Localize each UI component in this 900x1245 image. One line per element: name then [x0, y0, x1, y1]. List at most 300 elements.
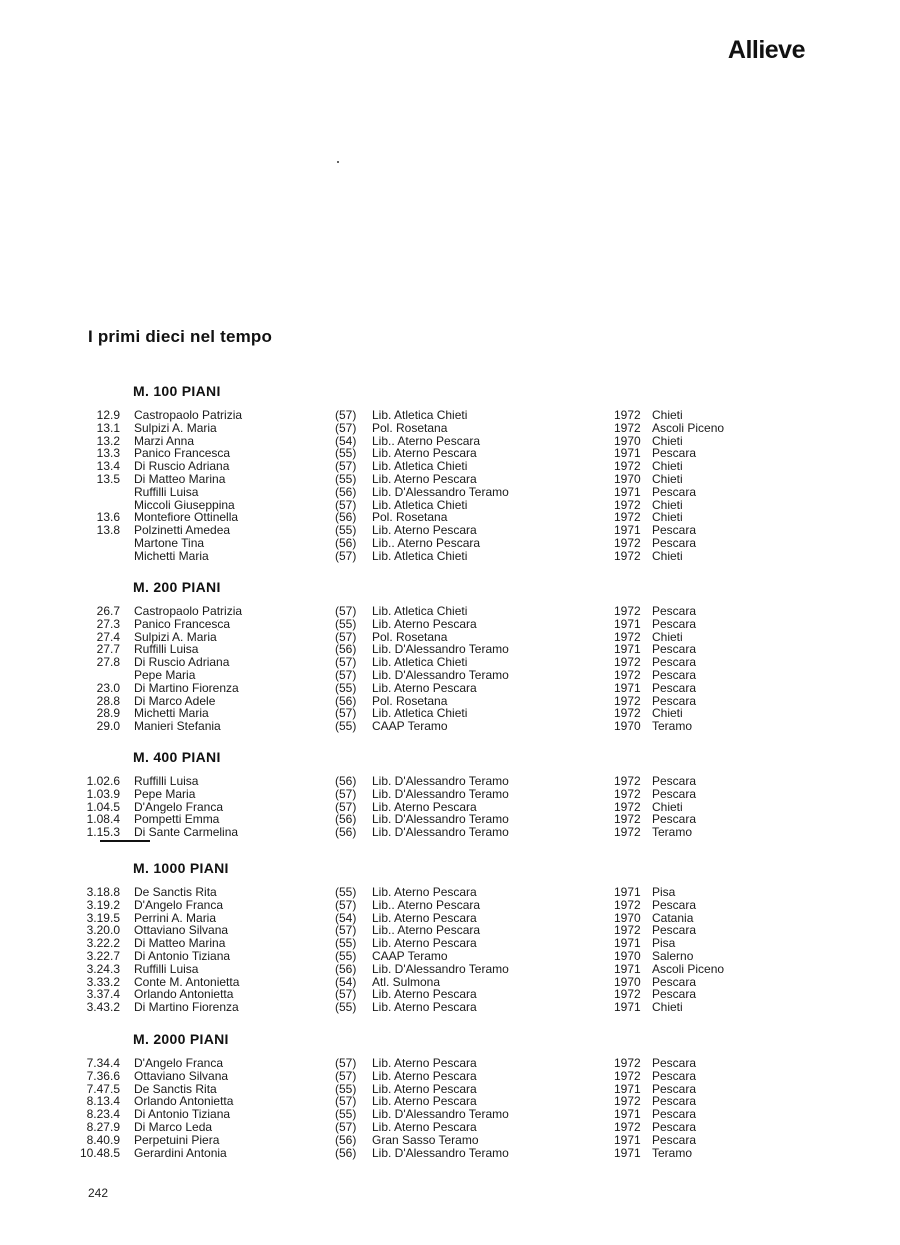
club-name: Lib. Atletica Chieti — [372, 655, 468, 670]
birth-year: (57) — [335, 1068, 357, 1083]
birth-year: (57) — [335, 459, 357, 474]
club-name: Lib. D'Alessandro Teramo — [372, 812, 509, 827]
birth-year: (57) — [335, 604, 357, 618]
birth-year: (57) — [335, 667, 357, 682]
results-list — [0, 409, 900, 563]
birth-year: (57) — [335, 1119, 357, 1134]
club-name: Lib. Aterno Pescara — [372, 616, 477, 631]
table-row — [0, 886, 900, 899]
result-time: 3.43.2 — [86, 1000, 120, 1015]
result-time: 8.27.9 — [86, 1119, 120, 1134]
result-time: 8.13.4 — [86, 1094, 120, 1109]
venue-city: Pescara — [652, 642, 697, 657]
birth-year: (56) — [335, 1145, 357, 1160]
table-row — [0, 1057, 900, 1070]
birth-year: (57) — [335, 1094, 357, 1109]
result-time: 3.24.3 — [86, 961, 120, 976]
club-name: Lib. D'Alessandro Teramo — [372, 642, 509, 657]
result-time: 3.19.5 — [86, 910, 120, 925]
birth-year: (56) — [335, 642, 357, 657]
birth-year: (57) — [335, 987, 357, 1002]
athlete-name: Ruffilli Luisa — [134, 961, 199, 976]
club-name: Lib. Aterno Pescara — [372, 1119, 477, 1134]
table-row — [0, 409, 900, 422]
result-year: 1971 — [614, 523, 641, 538]
venue-city: Pescara — [652, 616, 697, 631]
venue-city: Pescara — [652, 523, 697, 538]
club-name: Lib. Aterno Pescara — [372, 799, 477, 814]
table-row — [0, 1121, 900, 1134]
club-name: Lib. Aterno Pescara — [372, 680, 477, 695]
venue-city: Chieti — [652, 799, 683, 814]
birth-year: (54) — [335, 433, 357, 448]
result-year: 1972 — [614, 1094, 641, 1109]
venue-city: Teramo — [652, 1145, 693, 1160]
result-year: 1972 — [614, 497, 641, 512]
athlete-name: Gerardini Antonia — [134, 1145, 227, 1160]
result-time: 3.33.2 — [86, 974, 120, 989]
club-name: Pol. Rosetana — [372, 420, 448, 435]
section-title: M. 2000 PIANI — [133, 1031, 229, 1047]
club-name: Lib. Atletica Chieti — [372, 459, 468, 474]
venue-city: Pescara — [652, 897, 697, 912]
result-time: 3.19.2 — [86, 897, 120, 912]
result-time: 7.34.4 — [86, 1056, 120, 1070]
result-time: 27.8 — [96, 655, 120, 670]
table-row — [0, 1070, 900, 1083]
club-name: Lib. D'Alessandro Teramo — [372, 774, 509, 788]
birth-year: (57) — [335, 706, 357, 721]
result-year: 1971 — [614, 680, 641, 695]
athlete-name: Sulpizi A. Maria — [134, 420, 217, 435]
results-list — [0, 605, 900, 733]
result-year: 1972 — [614, 1056, 641, 1070]
result-time: 13.5 — [96, 471, 120, 486]
club-name: Lib. Atletica Chieti — [372, 497, 468, 512]
club-name: Lib. D'Alessandro Teramo — [372, 1107, 509, 1122]
result-year: 1970 — [614, 471, 641, 486]
result-year: 1970 — [614, 948, 641, 963]
venue-city: Pescara — [652, 923, 697, 938]
result-year: 1972 — [614, 459, 641, 474]
birth-year: (57) — [335, 786, 357, 801]
result-time: 3.37.4 — [86, 987, 120, 1002]
venue-city: Salerno — [652, 948, 694, 963]
result-year: 1972 — [614, 408, 641, 422]
result-year: 1972 — [614, 987, 641, 1002]
section-title: M. 1000 PIANI — [133, 860, 229, 876]
club-name: Lib. Atletica Chieti — [372, 706, 468, 721]
result-time: 28.9 — [96, 706, 120, 721]
venue-city: Pescara — [652, 667, 697, 682]
result-time: 23.0 — [96, 680, 120, 695]
birth-year: (55) — [335, 1000, 357, 1015]
result-time: 27.4 — [96, 629, 120, 644]
venue-city: Pescara — [652, 484, 697, 499]
athlete-name: Di Matteo Marina — [134, 936, 226, 951]
table-row — [0, 486, 900, 499]
table-row — [0, 775, 900, 788]
result-year: 1970 — [614, 910, 641, 925]
athlete-name: Miccoli Giuseppina — [134, 497, 235, 512]
result-year: 1971 — [614, 1081, 641, 1096]
venue-city: Pescara — [652, 774, 697, 788]
result-year: 1971 — [614, 642, 641, 657]
venue-city: Pescara — [652, 655, 697, 670]
result-year: 1970 — [614, 974, 641, 989]
athlete-name: Pepe Maria — [134, 786, 196, 801]
athlete-name: Di Marco Leda — [134, 1119, 213, 1134]
table-row — [0, 720, 900, 733]
venue-city: Chieti — [652, 433, 683, 448]
table-row — [0, 550, 900, 563]
page-number: 242 — [88, 1186, 109, 1200]
result-year: 1972 — [614, 1068, 641, 1083]
birth-year: (55) — [335, 523, 357, 538]
table-row — [0, 899, 900, 912]
birth-year: (56) — [335, 825, 357, 840]
result-year: 1972 — [614, 706, 641, 721]
athlete-name: Ottaviano Silvana — [134, 923, 229, 938]
athlete-name: Di Ruscio Adriana — [134, 459, 230, 474]
result-time: 8.40.9 — [86, 1132, 120, 1147]
result-year: 1972 — [614, 510, 641, 525]
ink-underline-mark — [100, 840, 150, 842]
club-name: Lib. Atletica Chieti — [372, 408, 468, 422]
club-name: Lib.. Aterno Pescara — [372, 535, 481, 550]
result-year: 1971 — [614, 446, 641, 461]
table-row — [0, 537, 900, 550]
result-year: 1972 — [614, 897, 641, 912]
athlete-name: Ruffilli Luisa — [134, 642, 199, 657]
athlete-name: Castropaolo Patrizia — [134, 604, 243, 618]
result-time: 13.1 — [96, 420, 120, 435]
result-time: 13.2 — [96, 433, 120, 448]
table-row — [0, 682, 900, 695]
club-name: Pol. Rosetana — [372, 693, 448, 708]
birth-year: (54) — [335, 974, 357, 989]
result-time: 1.03.9 — [86, 786, 120, 801]
venue-city: Pescara — [652, 446, 697, 461]
birth-year: (55) — [335, 1081, 357, 1096]
birth-year: (57) — [335, 923, 357, 938]
birth-year: (56) — [335, 693, 357, 708]
club-name: Pol. Rosetana — [372, 629, 448, 644]
result-year: 1971 — [614, 885, 641, 899]
club-name: Lib. D'Alessandro Teramo — [372, 1145, 509, 1160]
birth-year: (57) — [335, 1056, 357, 1070]
birth-year: (54) — [335, 910, 357, 925]
venue-city: Pescara — [652, 693, 697, 708]
result-time: 27.7 — [96, 642, 120, 657]
venue-city: Teramo — [652, 719, 693, 734]
result-time: 1.15.3 — [86, 825, 120, 840]
club-name: Lib. Aterno Pescara — [372, 446, 477, 461]
result-year: 1972 — [614, 812, 641, 827]
section-title: M. 100 PIANI — [133, 383, 221, 399]
venue-city: Pescara — [652, 812, 697, 827]
athlete-name: Panico Francesca — [134, 616, 231, 631]
result-year: 1971 — [614, 961, 641, 976]
result-year: 1972 — [614, 535, 641, 550]
club-name: Lib. Aterno Pescara — [372, 1081, 477, 1096]
table-row — [0, 826, 900, 839]
athlete-name: Orlando Antonietta — [134, 1094, 234, 1109]
venue-city: Chieti — [652, 706, 683, 721]
result-time: 3.22.7 — [86, 948, 120, 963]
result-time: 7.47.5 — [86, 1081, 120, 1096]
athlete-name: Di Marco Adele — [134, 693, 216, 708]
athlete-name: Polzinetti Amedea — [134, 523, 231, 538]
table-row — [0, 963, 900, 976]
result-year: 1971 — [614, 1107, 641, 1122]
club-name: Lib. Aterno Pescara — [372, 1056, 477, 1070]
athlete-name: Michetti Maria — [134, 548, 209, 563]
result-time: 13.8 — [96, 523, 120, 538]
birth-year: (56) — [335, 1132, 357, 1147]
athlete-name: Manieri Stefania — [134, 719, 221, 734]
birth-year: (57) — [335, 655, 357, 670]
birth-year: (55) — [335, 948, 357, 963]
club-name: Lib. Aterno Pescara — [372, 987, 477, 1002]
table-row — [0, 1134, 900, 1147]
table-row — [0, 605, 900, 618]
athlete-name: D'Angelo Franca — [134, 1056, 224, 1070]
athlete-name: Pompetti Emma — [134, 812, 220, 827]
venue-city: Pisa — [652, 885, 676, 899]
result-year: 1972 — [614, 774, 641, 788]
table-row — [0, 669, 900, 682]
birth-year: (55) — [335, 446, 357, 461]
venue-city: Pescara — [652, 987, 697, 1002]
result-time: 3.20.0 — [86, 923, 120, 938]
venue-city: Pescara — [652, 535, 697, 550]
result-time: 13.4 — [96, 459, 120, 474]
club-name: Lib. Aterno Pescara — [372, 910, 477, 925]
athlete-name: Di Sante Carmelina — [134, 825, 239, 840]
club-name: Lib. Aterno Pescara — [372, 1000, 477, 1015]
athlete-name: Ottaviano Silvana — [134, 1068, 229, 1083]
result-year: 1971 — [614, 484, 641, 499]
result-year: 1972 — [614, 420, 641, 435]
result-year: 1970 — [614, 433, 641, 448]
athlete-name: Panico Francesca — [134, 446, 231, 461]
venue-city: Pescara — [652, 1081, 697, 1096]
club-name: Lib. Aterno Pescara — [372, 885, 477, 899]
venue-city: Chieti — [652, 629, 683, 644]
birth-year: (56) — [335, 484, 357, 499]
section-title: M. 200 PIANI — [133, 579, 221, 595]
print-speck — [337, 161, 339, 163]
result-time: 28.8 — [96, 693, 120, 708]
result-time: 3.18.8 — [86, 885, 120, 899]
club-name: Lib. Atletica Chieti — [372, 548, 468, 563]
page-title: I primi dieci nel tempo — [88, 327, 273, 346]
athlete-name: Sulpizi A. Maria — [134, 629, 217, 644]
athlete-name: D'Angelo Franca — [134, 897, 224, 912]
result-year: 1972 — [614, 604, 641, 618]
club-name: Atl. Sulmona — [372, 974, 441, 989]
birth-year: (57) — [335, 548, 357, 563]
athlete-name: Montefiore Ottinella — [134, 510, 239, 525]
athlete-name: Ruffilli Luisa — [134, 774, 199, 788]
result-year: 1972 — [614, 693, 641, 708]
result-time: 7.36.6 — [86, 1068, 120, 1083]
birth-year: (55) — [335, 885, 357, 899]
club-name: Lib. D'Alessandro Teramo — [372, 484, 509, 499]
birth-year: (57) — [335, 408, 357, 422]
venue-city: Pescara — [652, 1119, 697, 1134]
club-name: Lib. Aterno Pescara — [372, 936, 477, 951]
table-row — [0, 950, 900, 963]
result-time: 1.04.5 — [86, 799, 120, 814]
birth-year: (57) — [335, 799, 357, 814]
athlete-name: Perpetuini Piera — [134, 1132, 220, 1147]
club-name: Lib. D'Alessandro Teramo — [372, 667, 509, 682]
venue-city: Pisa — [652, 936, 676, 951]
venue-city: Chieti — [652, 497, 683, 512]
venue-city: Pescara — [652, 974, 697, 989]
club-name: Lib. Aterno Pescara — [372, 1068, 477, 1083]
birth-year: (57) — [335, 497, 357, 512]
athlete-name: Michetti Maria — [134, 706, 209, 721]
birth-year: (57) — [335, 420, 357, 435]
birth-year: (56) — [335, 961, 357, 976]
result-year: 1972 — [614, 667, 641, 682]
birth-year: (55) — [335, 616, 357, 631]
result-year: 1971 — [614, 1000, 641, 1015]
results-list — [0, 1057, 900, 1159]
results-list — [0, 775, 900, 839]
birth-year: (57) — [335, 629, 357, 644]
athlete-name: Di Antonio Tiziana — [134, 1107, 231, 1122]
result-time: 1.02.6 — [86, 774, 120, 788]
club-name: Pol. Rosetana — [372, 510, 448, 525]
club-name: CAAP Teramo — [372, 948, 448, 963]
club-name: Lib. Aterno Pescara — [372, 471, 477, 486]
athlete-name: Di Antonio Tiziana — [134, 948, 231, 963]
result-time: 3.22.2 — [86, 936, 120, 951]
venue-city: Pescara — [652, 786, 697, 801]
result-year: 1972 — [614, 825, 641, 840]
athlete-name: Di Martino Fiorenza — [134, 680, 239, 695]
venue-city: Ascoli Piceno — [652, 961, 725, 976]
venue-city: Pescara — [652, 1056, 697, 1070]
venue-city: Ascoli Piceno — [652, 420, 725, 435]
athlete-name: De Sanctis Rita — [134, 1081, 217, 1096]
club-name: Lib. D'Alessandro Teramo — [372, 825, 509, 840]
athlete-name: Marzi Anna — [134, 433, 195, 448]
result-time: 29.0 — [96, 719, 120, 734]
athlete-name: Orlando Antonietta — [134, 987, 234, 1002]
result-year: 1972 — [614, 629, 641, 644]
result-time: 27.3 — [96, 616, 120, 631]
athlete-name: Martone Tina — [134, 535, 205, 550]
result-time: 1.08.4 — [86, 812, 120, 827]
result-time: 13.3 — [96, 446, 120, 461]
results-list — [0, 886, 900, 1014]
athlete-name: Pepe Maria — [134, 667, 196, 682]
athlete-name: Di Martino Fiorenza — [134, 1000, 239, 1015]
athlete-name: Ruffilli Luisa — [134, 484, 199, 499]
venue-city: Chieti — [652, 471, 683, 486]
table-row — [0, 422, 900, 435]
table-row — [0, 1001, 900, 1014]
section-title: M. 400 PIANI — [133, 749, 221, 765]
result-year: 1972 — [614, 786, 641, 801]
table-row — [0, 788, 900, 801]
club-name: Gran Sasso Teramo — [372, 1132, 479, 1147]
table-row — [0, 473, 900, 486]
result-year: 1972 — [614, 1119, 641, 1134]
result-year: 1971 — [614, 616, 641, 631]
athlete-name: Castropaolo Patrizia — [134, 408, 243, 422]
birth-year: (55) — [335, 471, 357, 486]
birth-year: (55) — [335, 1107, 357, 1122]
club-name: Lib. D'Alessandro Teramo — [372, 961, 509, 976]
result-time: 26.7 — [96, 604, 120, 618]
venue-city: Pescara — [652, 1132, 697, 1147]
table-row — [0, 1147, 900, 1160]
birth-year: (56) — [335, 535, 357, 550]
club-name: Lib. D'Alessandro Teramo — [372, 786, 509, 801]
venue-city: Pescara — [652, 1107, 697, 1122]
result-year: 1971 — [614, 1145, 641, 1160]
result-time: 8.23.4 — [86, 1107, 120, 1122]
venue-city: Catania — [652, 910, 694, 925]
venue-city: Chieti — [652, 459, 683, 474]
athlete-name: Di Ruscio Adriana — [134, 655, 230, 670]
result-year: 1971 — [614, 1132, 641, 1147]
club-name: Lib. Aterno Pescara — [372, 1094, 477, 1109]
result-year: 1972 — [614, 655, 641, 670]
birth-year: (56) — [335, 812, 357, 827]
venue-city: Pescara — [652, 604, 697, 618]
club-name: Lib. Aterno Pescara — [372, 523, 477, 538]
section-header: Allieve — [727, 36, 805, 64]
result-time: 10.48.5 — [79, 1145, 120, 1160]
result-time: 12.9 — [96, 408, 120, 422]
athlete-name: D'Angelo Franca — [134, 799, 224, 814]
venue-city: Pescara — [652, 1094, 697, 1109]
venue-city: Chieti — [652, 510, 683, 525]
result-time: 13.6 — [96, 510, 120, 525]
club-name: Lib. Atletica Chieti — [372, 604, 468, 618]
result-year: 1971 — [614, 936, 641, 951]
venue-city: Pescara — [652, 1068, 697, 1083]
birth-year: (57) — [335, 897, 357, 912]
table-row — [0, 618, 900, 631]
venue-city: Chieti — [652, 548, 683, 563]
birth-year: (55) — [335, 719, 357, 734]
venue-city: Teramo — [652, 825, 693, 840]
birth-year: (56) — [335, 510, 357, 525]
result-year: 1972 — [614, 923, 641, 938]
birth-year: (55) — [335, 936, 357, 951]
venue-city: Chieti — [652, 1000, 683, 1015]
birth-year: (56) — [335, 774, 357, 788]
venue-city: Pescara — [652, 680, 697, 695]
result-year: 1972 — [614, 548, 641, 563]
club-name: CAAP Teramo — [372, 719, 448, 734]
athlete-name: Di Matteo Marina — [134, 471, 226, 486]
club-name: Lib.. Aterno Pescara — [372, 897, 481, 912]
athlete-name: De Sanctis Rita — [134, 885, 217, 899]
venue-city: Chieti — [652, 408, 683, 422]
birth-year: (55) — [335, 680, 357, 695]
result-year: 1970 — [614, 719, 641, 734]
club-name: Lib.. Aterno Pescara — [372, 433, 481, 448]
